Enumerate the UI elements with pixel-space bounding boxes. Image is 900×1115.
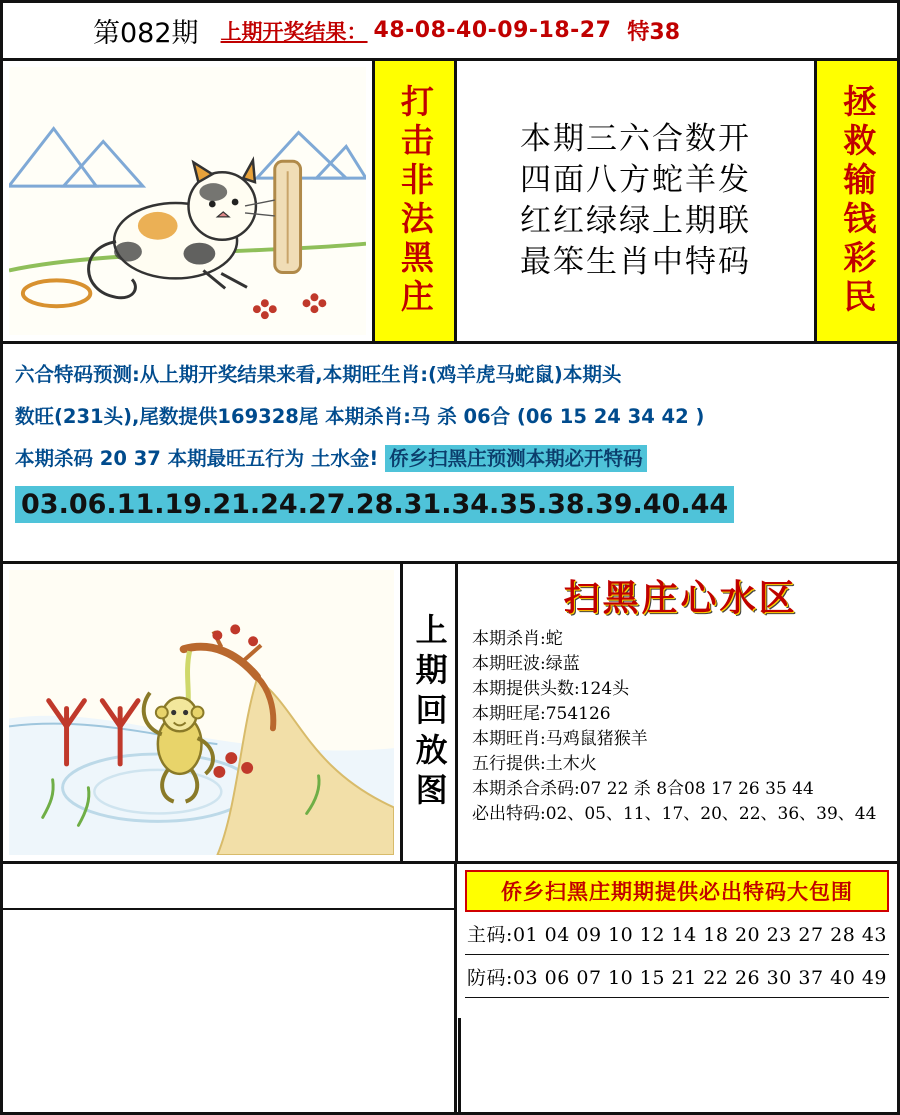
- footer-right: [457, 864, 897, 1112]
- replay-illustration-cell: [3, 564, 403, 861]
- left-vertical-slogan: 打击非法黑庄: [395, 84, 435, 318]
- info-line-1: 本期杀肖:蛇: [472, 629, 563, 649]
- right-vertical-slogan: 拯救输钱彩民: [838, 84, 878, 318]
- previous-draw-numbers: 48-08-40-09-18-27: [373, 18, 612, 43]
- replay-illustration: [9, 570, 394, 855]
- main-code-label: 主码:: [467, 924, 513, 946]
- info-line-4: 本期旺尾:754126: [472, 704, 611, 724]
- main-code-line: [465, 912, 889, 955]
- poem-line-4: 最笨生肖中特码: [520, 243, 751, 280]
- monkey-picture-svg: [9, 570, 394, 855]
- previous-draw-label: 上期开奖结果：: [220, 19, 368, 44]
- predicted-numbers: 03.06.11.19.21.24.27.28.31.34.35.38.39.40.44: [15, 486, 734, 523]
- cat-picture-svg: [9, 67, 366, 335]
- cat-illustration-cell: [3, 61, 375, 341]
- top-band: [3, 61, 897, 344]
- poem-line-3: 红红绿绿上期联: [520, 203, 751, 239]
- info-line-7: 本期杀合杀码:07 22 杀 8合08 17 26 35 44: [472, 779, 814, 799]
- header-bar: [3, 3, 897, 61]
- replay-vertical-label: 上期回放图: [410, 612, 449, 813]
- replay-label-cell: [403, 564, 458, 861]
- promo-banner: 侨乡扫黑庄期期提供必出特码大包围: [465, 870, 889, 912]
- poem-cell: [457, 61, 817, 341]
- info-line-8: 必出特码:02、05、11、17、20、22、36、39、44: [472, 804, 877, 824]
- tips-zone: [458, 564, 897, 861]
- prediction-line-3-plain: 本期杀码 20 37 本期最旺五行为 土水金!: [15, 447, 379, 470]
- prediction-highlight: 侨乡扫黑庄预测本期必开特码: [385, 445, 647, 472]
- prediction-line-2: 数旺(231头),尾数提供169328尾 本期杀肖:马 杀 06合 (06 15 24 34 42 ): [15, 405, 705, 428]
- left-slogan-cell: [375, 61, 457, 341]
- cat-illustration: [9, 67, 366, 335]
- main-code-numbers: 01 04 09 10 12 14 18 20 23 27 28 43: [512, 924, 887, 946]
- prediction-line-3: [15, 438, 885, 480]
- poem-line-2: 四面八方蛇羊发: [520, 162, 751, 199]
- footer-divider: [3, 908, 454, 910]
- footer-left-blank: [3, 864, 457, 1112]
- prediction-block: [3, 344, 897, 564]
- bottom-band: [3, 564, 897, 864]
- issue-number: 第082期: [93, 18, 199, 49]
- zone-title: 扫黑庄心水区: [563, 577, 798, 619]
- poem-line-1: 本期三六合数开: [520, 121, 751, 158]
- info-line-2: 本期旺波:绿蓝: [472, 654, 580, 674]
- info-line-3: 本期提供头数:124头: [472, 679, 630, 699]
- info-line-5: 本期旺肖:马鸡鼠猪猴羊: [472, 729, 648, 749]
- prediction-line-1: 六合特码预测:从上期开奖结果来看,本期旺生肖:(鸡羊虎马蛇鼠)本期头: [15, 363, 622, 386]
- info-line-6: 五行提供:土木火: [472, 754, 597, 774]
- previous-draw-special: 特38: [627, 20, 681, 45]
- defense-code-numbers: 03 06 07 10 15 21 22 26 30 37 40 49: [512, 967, 887, 989]
- defense-code-line: [465, 955, 889, 998]
- footer-vertical-rule: [458, 1018, 461, 1115]
- footer-band: [3, 864, 897, 1112]
- defense-code-label: 防码:: [467, 967, 513, 989]
- right-slogan-cell: [817, 61, 897, 341]
